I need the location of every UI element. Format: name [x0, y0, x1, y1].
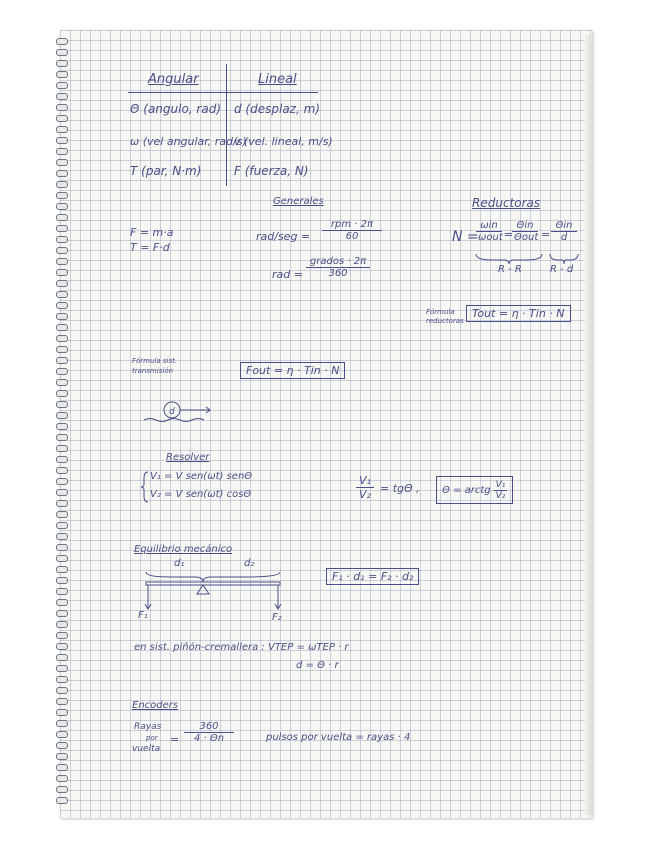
encoders-title: Encoders	[132, 700, 179, 711]
spiral-hole	[56, 203, 68, 210]
reductoras-label-2: R - d	[550, 264, 574, 275]
spiral-hole	[56, 654, 68, 661]
spiral-hole	[56, 731, 68, 738]
spiral-hole	[56, 478, 68, 485]
spiral-hole	[56, 434, 68, 441]
table-cell-lineal-3: F (fuerza, N)	[234, 164, 309, 178]
spiral-hole	[56, 500, 68, 507]
wheel-rolling-sketch	[140, 398, 220, 428]
reductoras-eq-sign-1: =	[504, 228, 514, 241]
generales-eq2-denominator: 360	[328, 268, 348, 279]
spiral-hole	[56, 797, 68, 804]
spiral-hole	[56, 225, 68, 232]
spiral-hole	[56, 192, 68, 199]
reductoras-formula-label: Fórmula reductoras	[426, 308, 464, 325]
table-cell-angular-2: ω (vel angular, rad/s)	[130, 135, 247, 148]
resolver-arctg-box	[436, 476, 513, 504]
spiral-hole	[56, 82, 68, 89]
spiral-hole	[56, 214, 68, 221]
reductoras-title: Reductoras	[472, 196, 541, 210]
resolver-arctg-lhs: Θ = arctg	[442, 484, 491, 496]
spiral-hole	[56, 379, 68, 386]
spiral-hole	[56, 742, 68, 749]
reductoras-f3-denominator: d	[560, 232, 568, 243]
spiral-hole	[56, 390, 68, 397]
spiral-hole	[56, 511, 68, 518]
spiral-hole	[56, 445, 68, 452]
encoders-numerator: 360	[184, 721, 234, 733]
reductoras-f2-denominator: Θout	[514, 232, 539, 243]
spiral-hole	[56, 632, 68, 639]
resolver-eq1: V₁ = V sen(ωt) senΘ	[150, 471, 253, 482]
spiral-hole	[56, 401, 68, 408]
pinon-line1: en sist. piñón-cremallera : VTEP = ωTEP · r	[134, 642, 349, 653]
resolver-ratio-denominator: V₂	[359, 488, 371, 501]
reductoras-f1-denominator: ωout	[478, 232, 503, 243]
generales-eq1-denominator: 60	[345, 231, 359, 242]
encoders-lhs-bot: vuelta	[132, 744, 161, 754]
reductoras-f3-numerator: Θin	[551, 220, 577, 232]
spiral-hole	[56, 170, 68, 177]
spiral-hole	[56, 566, 68, 573]
generales-eq2-lhs: rad =	[272, 268, 303, 281]
spiral-hole	[56, 368, 68, 375]
table-divider-h	[128, 92, 318, 93]
spiral-hole	[56, 775, 68, 782]
spiral-hole	[56, 291, 68, 298]
table-header-lineal: Lineal	[258, 72, 297, 87]
spiral-hole	[56, 137, 68, 144]
spiral-hole	[56, 687, 68, 694]
spiral-hole	[56, 181, 68, 188]
spiral-hole	[56, 159, 68, 166]
equilibrio-d1: d₁	[174, 558, 185, 569]
spiral-hole	[56, 126, 68, 133]
spiral-hole	[56, 599, 68, 606]
reductoras-brace-2	[548, 252, 580, 264]
reductoras-brace-1	[474, 252, 544, 264]
resolver-arctg-fraction	[494, 480, 508, 501]
reductoras-fraction-1	[476, 220, 502, 243]
spiral-hole	[56, 71, 68, 78]
encoders-note: pulsos por vuelta = rayas · 4	[266, 732, 411, 743]
reductoras-f2-numerator: Θin	[512, 220, 538, 232]
spiral-hole	[56, 236, 68, 243]
resolver-arctg-numerator: V₁	[495, 479, 506, 490]
table-divider-v	[226, 64, 227, 186]
spiral-hole	[56, 786, 68, 793]
spiral-hole	[56, 720, 68, 727]
spiral-hole	[56, 258, 68, 265]
lever-diagram	[140, 566, 290, 616]
reductoras-formula-box: Tout = η · Tin · N	[466, 305, 571, 322]
spiral-hole	[56, 753, 68, 760]
spiral-hole	[56, 709, 68, 716]
generales-eq2-fraction	[306, 256, 370, 279]
spiral-hole	[56, 60, 68, 67]
spiral-hole	[56, 621, 68, 628]
table-header-angular: Angular	[148, 72, 199, 87]
reductoras-eq-sign-2: =	[541, 228, 551, 241]
table-cell-angular-3: T (par, N·m)	[130, 164, 202, 178]
table-cell-angular-1: Θ (angulo, rad)	[130, 102, 222, 116]
spiral-binding	[56, 38, 70, 808]
spiral-hole	[56, 643, 68, 650]
reductoras-fraction-3	[551, 220, 577, 243]
resolver-title: Resolver	[166, 452, 210, 463]
spiral-hole	[56, 313, 68, 320]
table-cell-lineal-1: d (desplaz, m)	[234, 102, 320, 116]
encoders-lhs-mid: por	[146, 734, 158, 742]
encoders-fraction	[184, 721, 234, 744]
reductoras-fraction-2	[512, 220, 538, 243]
spiral-hole	[56, 412, 68, 419]
spiral-hole	[56, 269, 68, 276]
page-edge	[585, 35, 593, 815]
spiral-hole	[56, 346, 68, 353]
equilibrio-d2: d₂	[244, 558, 255, 569]
spiral-hole	[56, 104, 68, 111]
resolver-ratio-rhs: = tgΘ ,	[380, 482, 420, 495]
transmision-label: Fórmula sist. transmisión	[132, 357, 178, 375]
generales-eq1-numerator: rpm · 2π	[322, 219, 382, 231]
spiral-hole	[56, 324, 68, 331]
spiral-hole	[56, 588, 68, 595]
equilibrio-f2: F₂	[272, 612, 282, 623]
equilibrio-title: Equilibrio mecánico	[134, 544, 233, 555]
spiral-hole	[56, 676, 68, 683]
pinon-line2: d = Θ · r	[296, 660, 339, 671]
resolver-eq2: V₂ = V sen(ωt) cosΘ	[150, 489, 252, 500]
spiral-hole	[56, 489, 68, 496]
resolver-brace	[140, 470, 150, 504]
spiral-hole	[56, 467, 68, 474]
reductoras-f1-numerator: ωin	[476, 220, 502, 232]
resolver-ratio	[356, 474, 374, 501]
table-cell-lineal-2: v (vel. lineal, m/s)	[234, 135, 333, 148]
generales-eq1-fraction	[322, 219, 382, 242]
transmision-formula-box: Fout = η · Tin · N	[240, 362, 345, 379]
equilibrio-f1: F₁	[138, 610, 148, 621]
reductoras-label-1: R - R	[498, 264, 522, 275]
spiral-hole	[56, 148, 68, 155]
spiral-hole	[56, 610, 68, 617]
spiral-hole	[56, 764, 68, 771]
encoders-eq-sign: =	[170, 733, 180, 746]
generales-eq2-numerator: grados · 2π	[306, 256, 370, 268]
spiral-hole	[56, 423, 68, 430]
generales-eq1-lhs: rad/seg =	[256, 230, 311, 243]
resolver-arctg-denominator: V₂	[495, 490, 506, 501]
spiral-hole	[56, 38, 68, 45]
encoders-denominator: 4 · Θn	[193, 733, 225, 744]
spiral-hole	[56, 302, 68, 309]
equilibrio-formula-box: F₁ · d₁ = F₂ · d₂	[326, 568, 419, 585]
svg-text:d: d	[169, 407, 175, 417]
spiral-hole	[56, 555, 68, 562]
spiral-hole	[56, 456, 68, 463]
spiral-hole	[56, 665, 68, 672]
spiral-hole	[56, 115, 68, 122]
spiral-hole	[56, 533, 68, 540]
spiral-hole	[56, 247, 68, 254]
spiral-hole	[56, 522, 68, 529]
spiral-hole	[56, 698, 68, 705]
formula-torque: T = F·d	[130, 241, 170, 254]
spiral-hole	[56, 280, 68, 287]
spiral-hole	[56, 49, 68, 56]
formula-force: F = m·a	[130, 226, 174, 239]
spiral-hole	[56, 357, 68, 364]
reductoras-lhs: N =	[452, 229, 479, 245]
encoders-lhs-top: Rayas	[134, 722, 162, 732]
resolver-ratio-numerator: V₁	[356, 474, 374, 488]
spiral-hole	[56, 544, 68, 551]
spiral-hole	[56, 577, 68, 584]
spiral-hole	[56, 93, 68, 100]
generales-title: Generales	[273, 196, 324, 207]
spiral-hole	[56, 335, 68, 342]
